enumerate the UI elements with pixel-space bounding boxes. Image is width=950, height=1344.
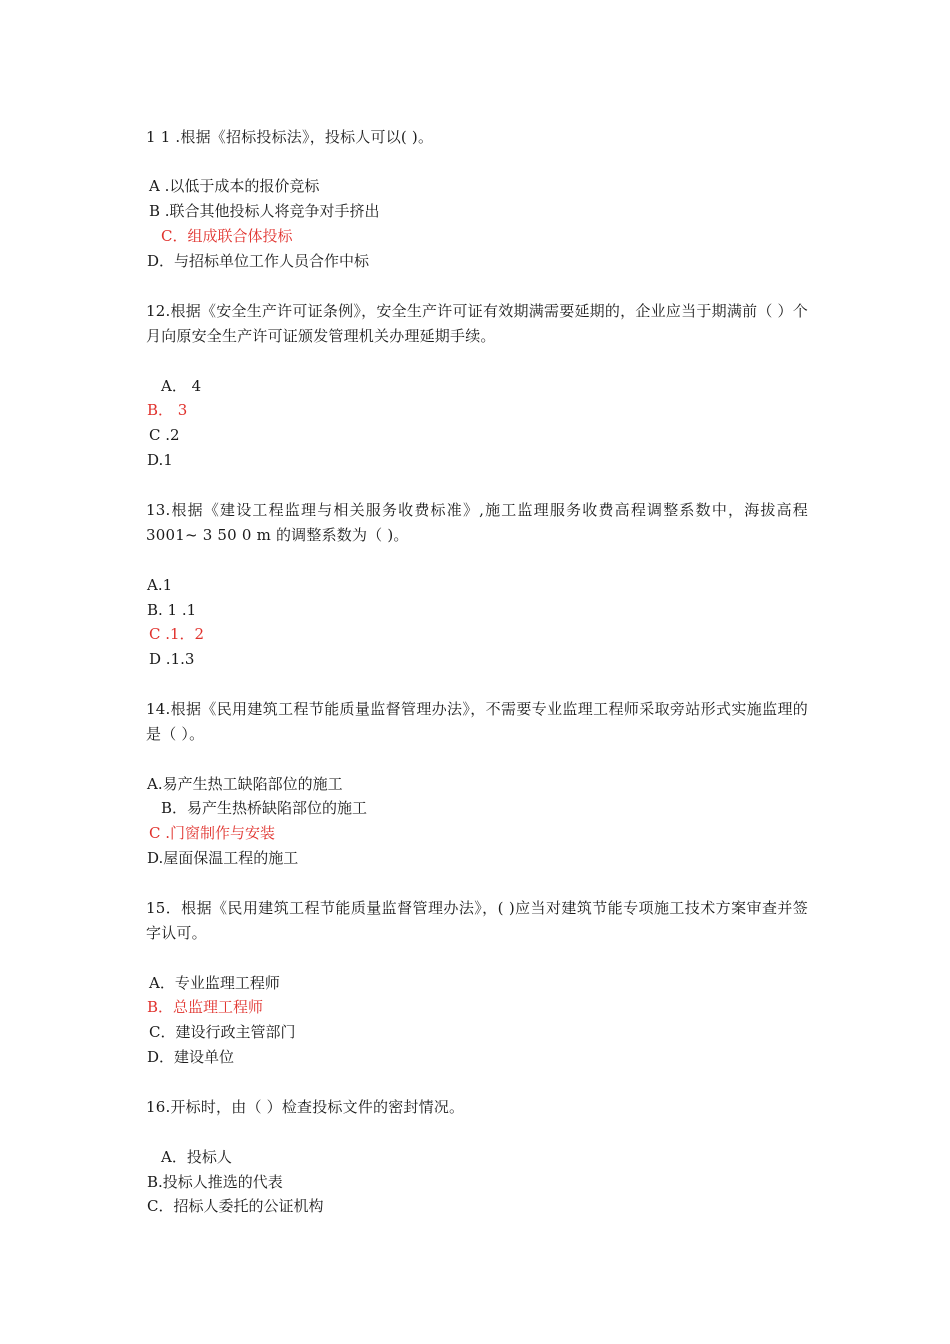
question-12-option-a: A． 4 [161,377,202,395]
question-14-stem: 14.根据《民用建筑工程节能质量监督管理办法》，不需要专业监理工程师采取旁站形式实施监理的是（ ）。 [146,700,808,743]
question-15-option-c: C．建设行政主管部门 [149,1023,296,1041]
question-11-option-c-answer: C．组成联合体投标 [161,227,293,245]
question-14-option-d: D.屋面保温工程的施工 [147,849,299,867]
question-11-option-b: B .联合其他投标人将竞争对手挤出 [149,202,380,220]
question-16-option-b: B.投标人推选的代表 [147,1173,283,1191]
question-15-option-d: D．建设单位 [147,1048,235,1066]
question-13-option-c-answer: C .1．2 [149,625,205,643]
question-13-option-d: D .1.3 [149,650,195,668]
question-15-option-a: A．专业监理工程师 [149,974,280,992]
question-16-option-a: A．投标人 [161,1148,232,1166]
question-15-stem: 15．根据《民用建筑工程节能质量监督管理办法》，( )应当对建筑节能专项施工技术方案审查并签字认可。 [146,899,808,942]
question-13-option-a: A.1 [147,576,173,594]
question-12-stem: 12.根据《安全生产许可证条例》，安全生产许可证有效期满需要延期的，企业应当于期满前（ ）个月向原安全生产许可证颁发管理机关办理延期手续。 [146,302,808,345]
question-11-stem: 1 1 .根据《招标投标法》，投标人可以( )。 [146,128,434,146]
question-12-option-d: D.1 [147,451,173,469]
question-14-option-b: B．易产生热桥缺陷部位的施工 [161,799,368,817]
question-12-option-b-answer: B． 3 [147,401,188,419]
question-14-option-a: A.易产生热工缺陷部位的施工 [147,775,343,793]
question-16-option-c: C．招标人委托的公证机构 [147,1197,324,1215]
question-16-stem: 16.开标时，由（ ）检查投标文件的密封情况。 [146,1098,465,1116]
question-12-option-c: C .2 [149,426,180,444]
question-14-option-c-answer: C .门窗制作与安装 [149,824,276,842]
question-13-stem: 13.根据《建设工程监理与相关服务收费标准》,施工监理服务收费高程调整系数中，海拔高程 3001~ 3 50 0 m 的调整系数为（ )。 [146,501,808,544]
question-11-option-d: D．与招标单位工作人员合作中标 [147,252,370,270]
question-11-option-a: A .以低于成本的报价竞标 [149,177,320,195]
question-15-option-b-answer: B．总监理工程师 [147,998,264,1016]
question-13-option-b: B. 1 .1 [147,601,197,619]
